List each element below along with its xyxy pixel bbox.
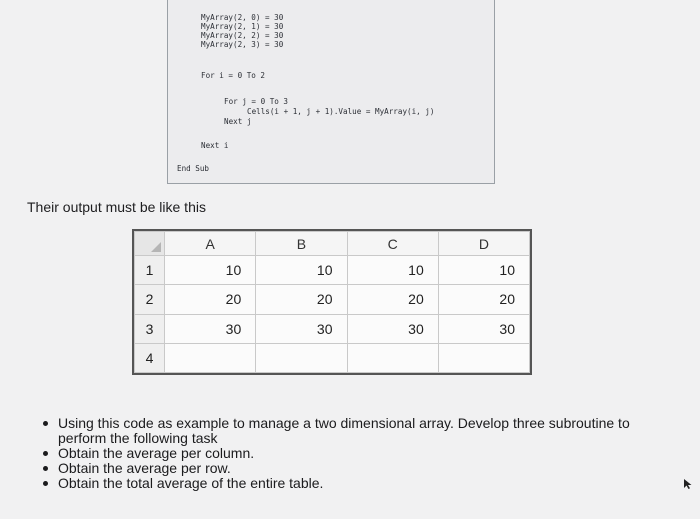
intro-text: Their output must be like this — [27, 199, 206, 215]
code-line: End Sub — [177, 164, 210, 173]
mouse-cursor-icon — [683, 478, 693, 490]
table-row — [135, 314, 530, 343]
cell[interactable] — [165, 343, 256, 372]
task-text: Obtain the total average of the entire table. — [58, 475, 324, 491]
cell[interactable]: 20 — [347, 285, 438, 314]
code-line: Cells(i + 1, j + 1).Value = MyArray(i, j) — [247, 107, 435, 116]
cell[interactable]: 20 — [256, 285, 347, 314]
code-snippet-box — [167, 0, 495, 184]
table-row — [135, 256, 530, 285]
select-all-corner[interactable] — [135, 232, 165, 256]
cell[interactable]: 20 — [165, 285, 256, 314]
cell[interactable] — [347, 343, 438, 372]
cell[interactable]: 30 — [165, 314, 256, 343]
row-header[interactable]: 2 — [135, 285, 165, 314]
code-line: Next j — [224, 117, 252, 126]
list-item — [40, 446, 640, 461]
task-text: Obtain the average per column. — [58, 445, 255, 461]
code-line: MyArray(2, 2) = 30 — [201, 31, 284, 40]
cell[interactable]: 10 — [438, 256, 529, 285]
code-line: MyArray(2, 1) = 30 — [201, 22, 284, 31]
task-list — [40, 416, 640, 491]
table-row — [135, 285, 530, 314]
code-line: For i = 0 To 2 — [201, 71, 266, 80]
row-header[interactable]: 4 — [135, 343, 165, 372]
column-header-b[interactable]: B — [256, 232, 347, 256]
cell[interactable]: 20 — [438, 285, 529, 314]
cell[interactable]: 30 — [256, 314, 347, 343]
bullet-icon — [43, 466, 48, 471]
cell[interactable]: 10 — [347, 256, 438, 285]
column-header-d[interactable]: D — [438, 232, 529, 256]
task-text: Obtain the average per row. — [58, 460, 231, 476]
row-header[interactable]: 1 — [135, 256, 165, 285]
row-header[interactable]: 3 — [135, 314, 165, 343]
spreadsheet-grid — [134, 231, 530, 373]
list-item — [40, 416, 640, 446]
code-line: For j = 0 To 3 — [224, 97, 289, 106]
column-header-c[interactable]: C — [347, 232, 438, 256]
cell[interactable]: 30 — [347, 314, 438, 343]
cell[interactable]: 30 — [438, 314, 529, 343]
task-text: Using this code as example to manage a two dimensional array. Develop three subroutine to perform the following task — [58, 415, 630, 446]
cell[interactable] — [256, 343, 347, 372]
cell[interactable] — [438, 343, 529, 372]
cell[interactable]: 10 — [256, 256, 347, 285]
code-line: MyArray(2, 3) = 30 — [201, 40, 284, 49]
column-header-a[interactable]: A — [165, 232, 256, 256]
code-line: MyArray(2, 0) = 30 — [201, 13, 284, 22]
bullet-icon — [43, 481, 48, 486]
list-item — [40, 461, 640, 476]
code-line: Next i — [201, 141, 229, 150]
cell[interactable]: 10 — [165, 256, 256, 285]
bullet-icon — [43, 421, 48, 426]
table-row — [135, 343, 530, 372]
corner-triangle-icon — [151, 242, 161, 252]
bullet-icon — [43, 451, 48, 456]
list-item — [40, 476, 640, 491]
spreadsheet-output — [132, 229, 532, 375]
